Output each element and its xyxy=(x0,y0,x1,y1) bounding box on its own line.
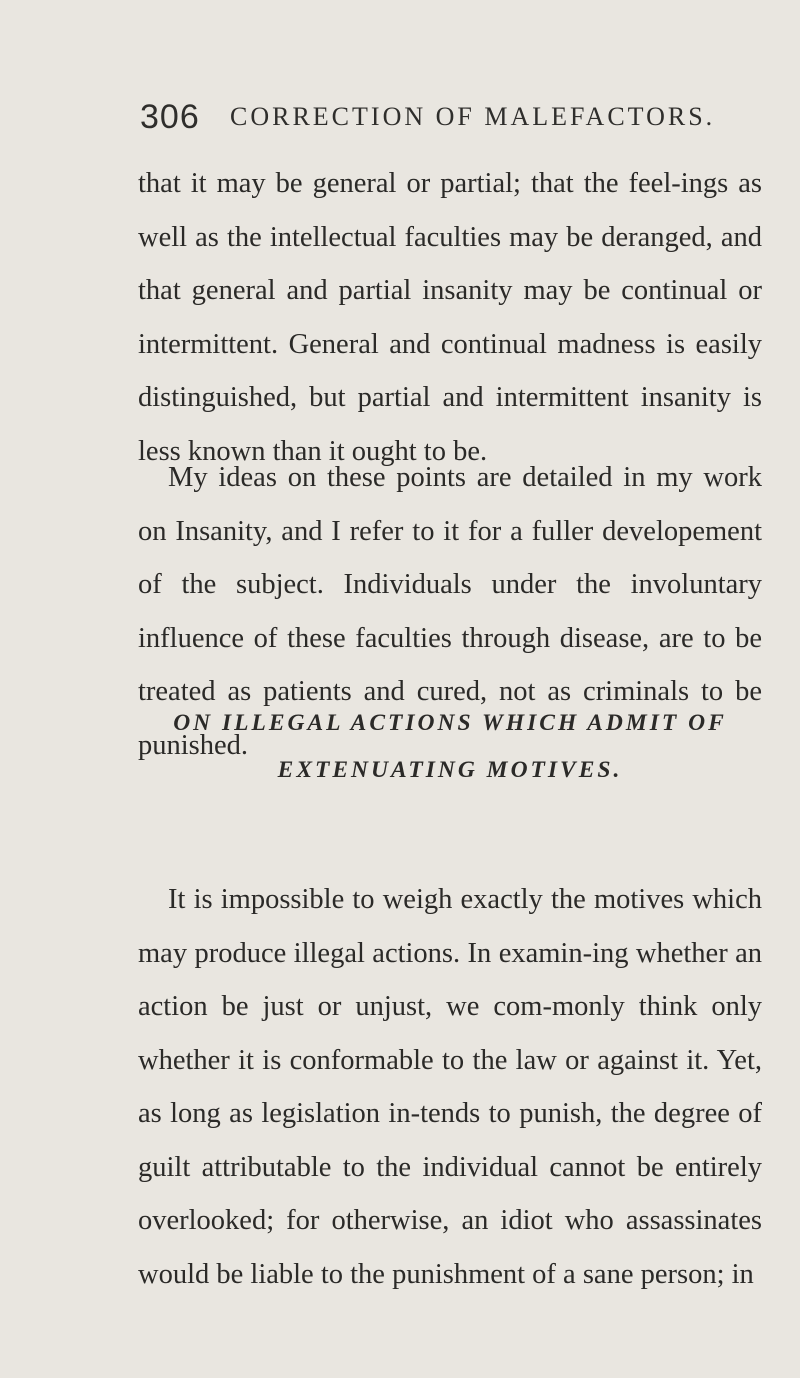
running-head: CORRECTION OF MALEFACTORS. xyxy=(230,102,716,131)
paragraph-3: It is impossible to weigh exactly the motives which may produce illegal actions. In examin-ing whether an action be just or unjust, we com-monly think only whether it is conformable to the law or against it. Yet, as long as legislation in-tends to punish, the degree of guilt attributable to the individual cannot be entirely overlooked; for otherwise, an idiot who assassinates would be liable to the punishment of a sane person; in xyxy=(138,884,762,1290)
section-heading-line-1: ON ILLEGAL ACTIONS WHICH ADMIT OF xyxy=(173,710,727,736)
section-heading xyxy=(138,700,762,794)
page-header xyxy=(140,92,760,142)
section-heading-line-2: EXTENUATING MOTIVES. xyxy=(277,757,623,783)
paragraph-2: My ideas on these points are detailed in my work on Insanity, and I refer to it for a fuller developement of the subject. Individuals under the involuntary influence of these faculties through disease, are to be treated as patients and cured, not as criminals to be punished. xyxy=(138,462,762,761)
page-number: 306 xyxy=(140,97,200,136)
paragraph-1: that it may be general or partial; that the feel-ings as well as the intellectual faculties may be deranged, and that general and partial insanity may be continual or intermittent. General and continual madness is easily distinguished, but partial and intermittent insanity is less known than it ought to be. xyxy=(138,168,762,467)
